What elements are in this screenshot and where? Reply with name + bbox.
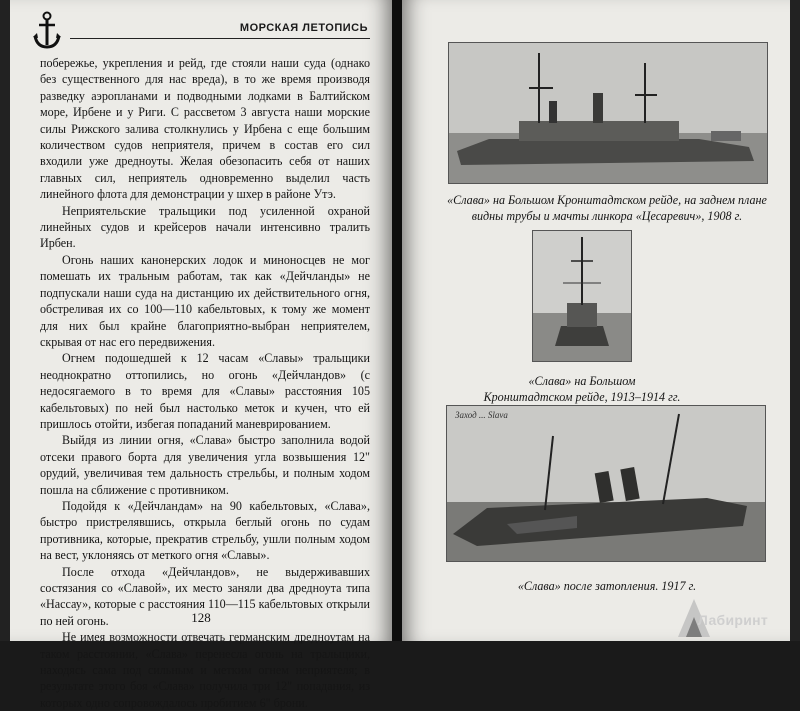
paragraph: Выйдя из линии огня, «Слава» быстро заполнила водой отсеки правого борта для увеличения угла возвышения 12" орудий, увеличивая тем дальность стрельбы, и полным ходом пошла на сближение с противником.: [40, 433, 370, 497]
caption-line: «Слава» после затопления. 1917 г.: [517, 579, 697, 593]
paragraph: побережье, укрепления и рейд, где стояли наши суда (однако без существенного для нас вреда), в то же время производя разведку аэропланами и подводными лодками в Балтийском море, Ирбене и у Риги. С рассветом 3 августа наши морские силы Рижского залива столкнулись у Ирбена с еще большим количеством судов неприятеля, причем в состав его сил входили уже дредноуты. Желая обезопасить себя от наших главных сил, неприятель одновременно выделил часть линейного флота для демонстрации у шхер в районе Утэ.: [40, 56, 370, 202]
paragraph: Огонь наших канонерских лодок и миноносцев не мог помешать их тральным работам, так как «Дейчланды» не подпускали наши суда на дистанцию их действительного огня, обстреливая их со 100—110 кабельтовых, к тому же момент для них был крайне благоприятно-выбран неприятелем, скрывая от нас его передвижения.: [40, 252, 370, 349]
paragraph: Огнем подошедшей к 12 часам «Славы» тральщики неоднократно оттопились, но огонь «Дейчландов» (с недосягаемого в то время для «Славы» расстояния 105 кабельтовых) по ней был настолько меток и кучен, что ей пришлось отойти, избегая попаданий маневрированием.: [40, 351, 370, 431]
photo-slava-scuttled: [446, 405, 766, 562]
left-page: [10, 0, 392, 710]
paragraph: Подойдя к «Дейчландам» на 90 кабельтовых, «Слава», быстро пристрелявшись, открыла беглый огонь по судам противника, которые, прекратив стрельбу, ушли полным ходом на вест, уклоняясь от меткого огня «Славы».: [40, 498, 370, 563]
header-rule: [70, 38, 370, 39]
photo-caption: [432, 192, 782, 224]
caption-line: «Слава» на Большом: [528, 374, 636, 388]
caption-line: видны трубы и мачты линкора «Цесаревич», 1908 г.: [471, 209, 743, 223]
photo-caption: [462, 373, 702, 405]
paragraph: После отхода «Дейчландов», не выдерживавших состязания со «Славой», их место заняли два дредноута типа «Нассау», которые с расстояния 110—115 кабельтовых открыли по ней огонь.: [40, 564, 370, 628]
page-number: 128: [191, 610, 211, 625]
paragraph: Не имея возможности отвечать германским дредноутам на таком расстоянии, «Слава» перенесла огонь на тральщики, находясь сама под сильным и метким огнем неприятеля; в результате этого боя «Слава» получила три 12" попадания, из которых одно сопровождалось пробитием 6" брони.: [40, 630, 370, 710]
book-gutter: [392, 0, 402, 641]
caption-line: Кронштадтском рейде, 1913–1914 гг.: [483, 390, 681, 404]
photo-slava-bow: [532, 230, 632, 362]
running-head: МОРСКАЯ ЛЕТОПИСЬ: [239, 22, 368, 34]
caption-line: «Слава» на Большом Кронштадтском рейде, на заднем плане: [447, 193, 767, 207]
right-page: [402, 0, 790, 641]
postcard-inscription: Заход ... Slava: [455, 410, 508, 420]
photo-slava-1908: [448, 42, 768, 184]
watermark-text: Лабиринт: [698, 612, 769, 628]
paragraph: Неприятельские тральщики под усиленной охраной линейных судов и крейсеров начали интенсивно тралить Ирбен.: [40, 203, 370, 251]
anchor-icon: [32, 10, 62, 50]
